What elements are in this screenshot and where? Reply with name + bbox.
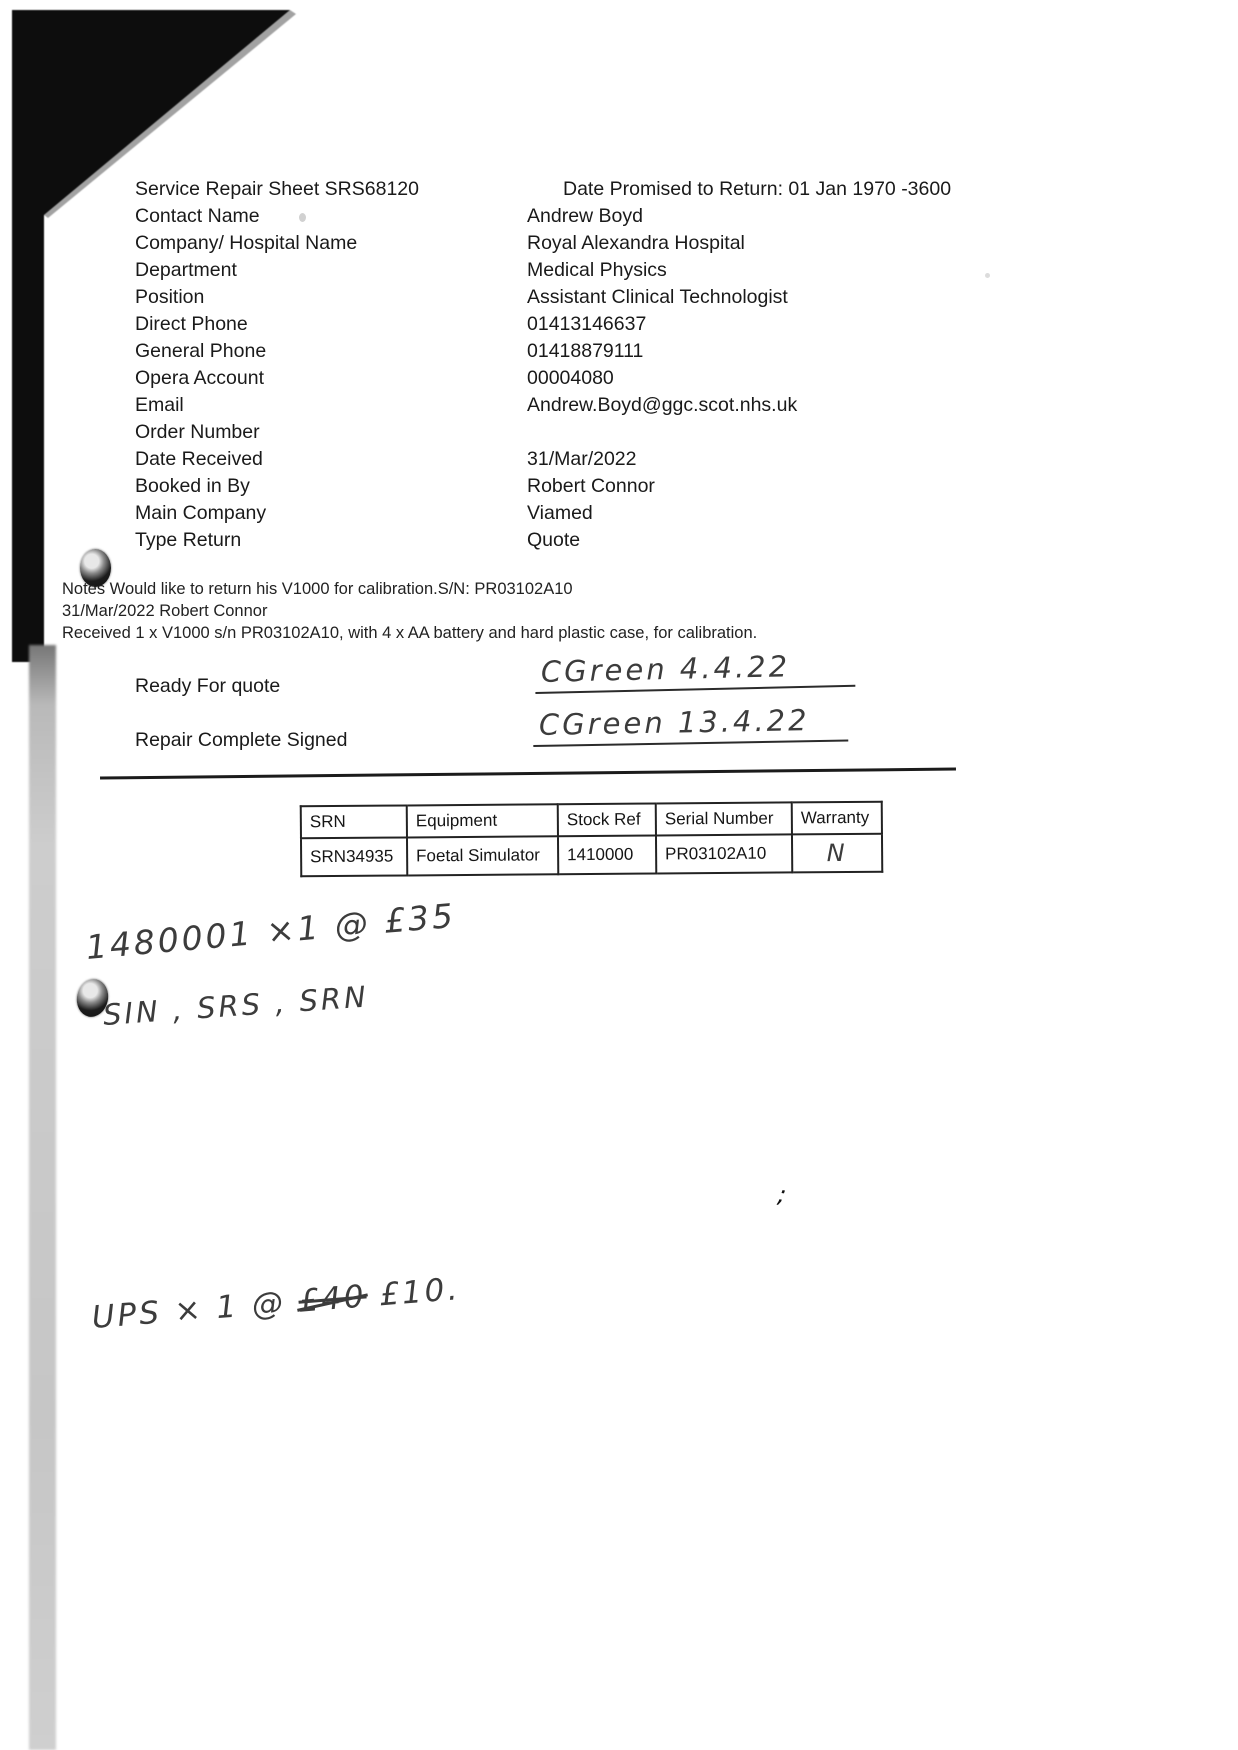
service-sheet-fields: [135, 176, 1095, 554]
column-header-warranty: Warranty: [792, 802, 882, 835]
field-label: Direct Phone: [135, 313, 248, 335]
cell-stock-ref: 1410000: [558, 835, 656, 874]
field-label: General Phone: [135, 340, 267, 362]
field-value: 01418879111: [527, 340, 644, 362]
field-value: 31/Mar/2022: [527, 448, 637, 470]
field-label: Company/ Hospital Name: [135, 232, 358, 254]
ups-line-prefix: UPS × 1 @: [90, 1283, 300, 1336]
field-row: [135, 473, 1095, 500]
column-header-equipment: Equipment: [407, 804, 558, 837]
field-value: [527, 419, 1095, 446]
table-header-row: [301, 802, 882, 839]
field-row: [135, 527, 1095, 554]
field-label: Contact Name: [135, 205, 260, 227]
field-label: Type Return: [135, 529, 242, 551]
ready-for-quote-label: Ready For quote: [135, 675, 281, 697]
field-value: Robert Connor: [527, 475, 655, 497]
field-label: Booked in By: [135, 475, 250, 497]
field-label: Date Received: [135, 448, 263, 470]
page-title: Service Repair Sheet SRS68120: [135, 178, 419, 200]
field-label: Department: [135, 259, 237, 281]
notes-line: 31/Mar/2022 Robert Connor: [62, 602, 268, 620]
cell-warranty-handwritten: N: [792, 834, 882, 873]
handwritten-stray-mark: ;: [776, 1180, 788, 1209]
column-header-stock-ref: Stock Ref: [558, 803, 656, 836]
field-value: Viamed: [527, 502, 593, 524]
field-row: [135, 257, 1095, 284]
field-label: Email: [135, 394, 184, 416]
handwritten-price-line: 1480001 ×1 @ £35: [84, 895, 458, 967]
field-label: Position: [135, 286, 205, 308]
field-row: [135, 392, 1095, 419]
section-divider-line: [100, 768, 956, 779]
field-row: [135, 446, 1095, 473]
date-promised-value: Date Promised to Return: 01 Jan 1970 -3600: [563, 178, 952, 200]
scan-left-strip: [29, 645, 56, 1750]
field-value: Assistant Clinical Technologist: [527, 286, 788, 308]
repair-complete-label: Repair Complete Signed: [135, 729, 348, 751]
field-label: Order Number: [135, 421, 260, 443]
field-row: [135, 284, 1095, 311]
field-label: Opera Account: [135, 367, 264, 389]
column-header-serial-number: Serial Number: [656, 802, 792, 835]
cell-serial-number: PR03102A10: [656, 834, 792, 873]
cell-srn: SRN34935: [301, 837, 407, 876]
cell-equipment: Foetal Simulator: [407, 836, 558, 875]
field-row: [135, 311, 1095, 338]
field-row: [135, 230, 1095, 257]
ups-line-crossed-out-price: £40: [297, 1278, 368, 1320]
field-row: [135, 500, 1095, 527]
field-row: [135, 203, 1095, 230]
field-row: [135, 365, 1095, 392]
ready-for-quote-signature: CGreen 4.4.22: [535, 648, 856, 694]
field-row: [135, 338, 1095, 365]
repair-complete-signature: CGreen 13.4.22: [533, 703, 849, 747]
field-value: Royal Alexandra Hospital: [527, 232, 745, 254]
field-row: [135, 419, 1095, 446]
notes-line: Received 1 x V1000 s/n PR03102A10, with 4 x AA battery and hard plastic case, for calibration.: [62, 624, 758, 642]
ups-line-final-price: £10.: [365, 1271, 462, 1315]
field-value: Andrew.Boyd@ggc.scot.nhs.uk: [527, 394, 798, 416]
column-header-srn: SRN: [301, 805, 407, 838]
field-value: Andrew Boyd: [527, 205, 643, 227]
field-row: [135, 176, 1095, 203]
notes-block: [62, 578, 1112, 644]
field-value: 00004080: [527, 367, 614, 389]
equipment-table: [300, 801, 884, 878]
field-value: Quote: [527, 529, 581, 551]
notes-line: Notes Would like to return his V1000 for calibration.S/N: PR03102A10: [62, 580, 573, 598]
handwritten-refs-line: SIN , SRS , SRN: [101, 979, 370, 1032]
handwritten-ups-line: [91, 1271, 462, 1336]
field-label: Main Company: [135, 502, 267, 524]
field-value: Medical Physics: [527, 259, 667, 281]
table-row: [301, 834, 882, 877]
field-value: 01413146637: [527, 313, 647, 335]
